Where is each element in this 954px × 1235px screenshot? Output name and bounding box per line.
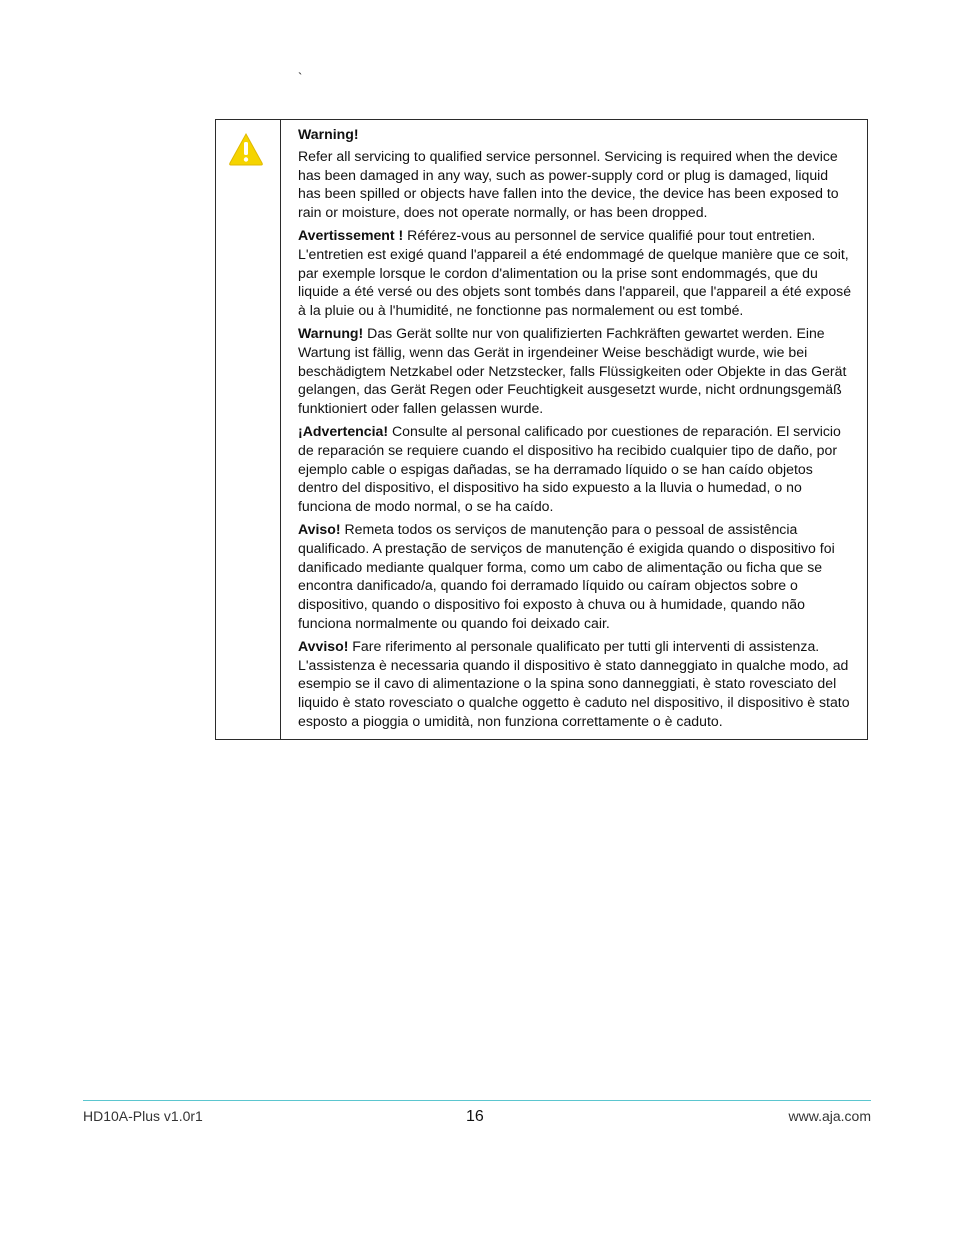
footer-document-version: HD10A-Plus v1.0r1 bbox=[83, 1108, 203, 1124]
warning-box bbox=[215, 119, 868, 740]
warning-icon-cell bbox=[216, 120, 281, 739]
warning-german-text: Das Gerät sollte nur von qualifizierten Fachkräften gewartet werden. Eine Wartung ist fällig, wenn das Gerät in irgendeiner Weise beschädigt wurde, wie bei beschädigtem Netzkabel oder Netzstecker, falls Flüssigkeiten oder Objekte in das Gerät gelangen, das Gerät Regen oder Feuchtigkeit ausgesetzt wurde, nicht ordnungsgemäß funktioniert oder fallen gelassen wurde. bbox=[298, 324, 847, 417]
footer-rule bbox=[83, 1100, 871, 1101]
warning-portuguese-label: Aviso! bbox=[298, 520, 341, 537]
warning-english-paragraph: Refer all servicing to qualified service personnel. Servicing is required when the device has been damaged in any way, such as power-supply cord or plug is damaged, liquid has been spilled or objects have fallen into the device, the device has been exposed to rain or moisture, does not operate normally, or has been dropped. bbox=[298, 147, 839, 221]
warning-italian-text: Fare riferimento al personale qualificato per tutti gli interventi di assistenza. L'assistenza è necessaria quando il dispositivo è stato danneggiato in qualche modo, ad esempio se il cavo di alimentazione o la spina sono danneggiati, è stato rovesciato del liquido è stato rovesciato o qualche oggetto è caduto nel dispositivo, il dispositivo è stato esposto a pioggia o umidità, non funziona correttamente o è caduto. bbox=[298, 637, 850, 729]
warning-german-paragraph bbox=[298, 324, 853, 418]
warning-french-label: Avertissement ! bbox=[298, 226, 404, 243]
warning-portuguese-paragraph bbox=[298, 520, 853, 633]
warning-italian-label: Avviso! bbox=[298, 637, 349, 654]
warning-spanish-label: ¡Advertencia! bbox=[298, 422, 389, 439]
warning-portuguese-text: Remeta todos os serviços de manutenção para o pessoal de assistência qualificado. A prestação de serviços de manutenção é exigida quando o dispositivo foi danificado mediante qualquer forma, como um cabo de alimentação ou ficha que se encontra danificado/a, quando foi derramado líquido ou caíram objectos sobre o dispositivo, quando o dispositivo foi exposto à chuva ou à humidade, quando não funciona normalmente ou quando foi deixado cair. bbox=[298, 520, 835, 631]
warning-german-label: Warnung! bbox=[298, 324, 364, 341]
footer-website: www.aja.com bbox=[788, 1108, 871, 1124]
warning-french-paragraph bbox=[298, 226, 853, 320]
warning-italian-paragraph bbox=[298, 637, 853, 731]
warning-heading: Warning! bbox=[298, 126, 359, 142]
warning-spanish-text: Consulte al personal calificado por cuestiones de reparación. El servicio de reparación se requiere cuando el dispositivo ha recibido cualquier tipo de daño, por ejemplo cable o espigas dañadas, se ha derramado líquido o se han caído objetos dentro del dispositivo, el dispositivo ha sido expuesto a la lluvia o humedad, o no funciona de modo normal, o se ha caído. bbox=[298, 422, 841, 515]
warning-text-cell bbox=[281, 120, 867, 739]
footer-page-number: 16 bbox=[466, 1108, 484, 1125]
warning-french-text: Référez-vous au personnel de service qualifié pour tout entretien. L'entretien est exigé quand l'appareil a été endommagé de quelque manière que ce soit, par exemple lorsque le cordon d'alimentation ou la prise sont endommagés, que du liquide a été versé ou des objets sont tombés dans l'appareil, que l'appareil a été exposé à la pluie ou à l'humidité, ne fonctionne pas normalement ou est tombé. bbox=[298, 226, 852, 319]
warning-spanish-paragraph bbox=[298, 422, 853, 516]
warning-triangle-icon bbox=[228, 132, 264, 166]
stray-mark: ` bbox=[298, 70, 303, 85]
